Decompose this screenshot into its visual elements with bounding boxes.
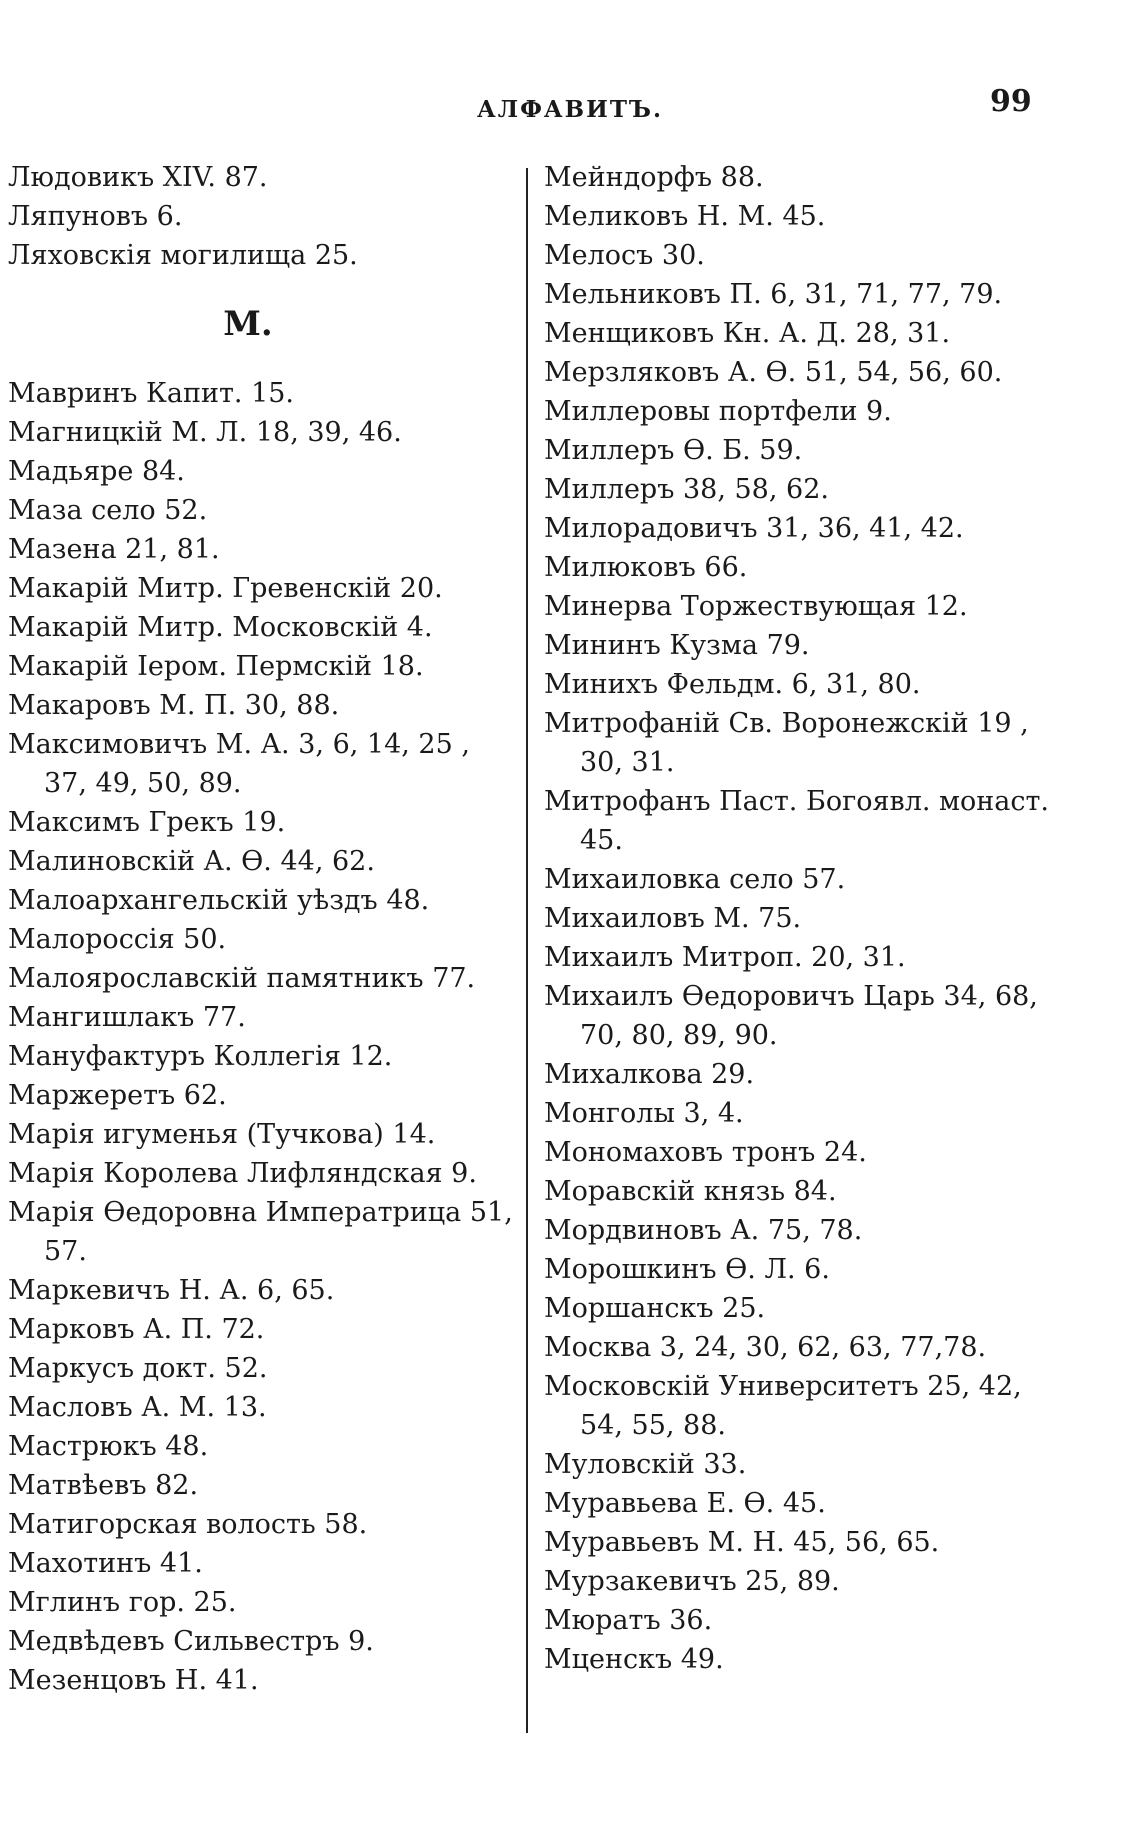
index-entry: Макарій Митр. Московскій 4.: [8, 612, 433, 643]
index-entry: Мценскъ 49.: [544, 1644, 724, 1675]
index-entry: Матвѣевъ 82.: [8, 1470, 199, 1501]
index-entry: Митрофанъ Паст. Богоявл. монаст.: [544, 786, 1050, 817]
index-entry: Меликовъ Н. М. 45.: [544, 201, 826, 232]
index-entry: Макарій Iером. Пермскій 18.: [8, 651, 424, 682]
index-entry: Миллеръ Ѳ. Б. 59.: [544, 435, 803, 466]
index-entry: Мазена 21, 81.: [8, 534, 220, 565]
index-entry-continuation: 70, 80, 89, 90.: [580, 1020, 778, 1051]
index-entry: Малороссія 50.: [8, 924, 227, 955]
index-entry: Людовикъ XIV. 87.: [8, 162, 268, 193]
index-entry: Максимъ Грекъ 19.: [8, 807, 286, 838]
index-entry: Марія игуменья (Тучкова) 14.: [8, 1119, 436, 1150]
index-entry: Мглинъ гор. 25.: [8, 1587, 237, 1618]
page-number: 99: [990, 84, 1032, 119]
index-entry: Маркевичъ Н. А. 6, 65.: [8, 1275, 335, 1306]
index-entry: Михаилъ Ѳедоровичъ Царь 34, 68,: [544, 981, 1038, 1012]
index-entry: Мономаховъ тронъ 24.: [544, 1137, 867, 1168]
index-entry: Мастрюкъ 48.: [8, 1431, 209, 1462]
index-column-left: [8, 158, 528, 1700]
index-entry-continuation: 37, 49, 50, 89.: [44, 768, 242, 799]
index-entry: Муравьевъ М. Н. 45, 56, 65.: [544, 1527, 940, 1558]
index-entry: Мордвиновъ А. 75, 78.: [544, 1215, 863, 1246]
index-entry: Михаиловъ М. 75.: [544, 903, 802, 934]
index-entry: Миллеровы портфели 9.: [544, 396, 892, 427]
index-entry: Макаровъ М. П. 30, 88.: [8, 690, 340, 721]
index-entry: Моравскій князь 84.: [544, 1176, 837, 1207]
index-entry: Миллеръ 38, 58, 62.: [544, 474, 829, 505]
index-entry: Махотинъ 41.: [8, 1548, 203, 1579]
index-entry-continuation: 30, 31.: [580, 747, 675, 778]
index-entry: Мавринъ Капит. 15.: [8, 378, 295, 409]
index-entry: Моршанскъ 25.: [544, 1293, 766, 1324]
letter-heading: М.: [223, 304, 273, 344]
index-entry-continuation: 54, 55, 88.: [580, 1410, 726, 1441]
index-entry-continuation: 57.: [44, 1236, 87, 1267]
index-entry: Маржеретъ 62.: [8, 1080, 227, 1111]
index-entry: Милюковъ 66.: [544, 552, 748, 583]
index-entry: Матигорская волость 58.: [8, 1509, 368, 1540]
index-entry: Муравьева Е. Ѳ. 45.: [544, 1488, 826, 1519]
index-entry: Митрофаній Св. Воронежскій 19 ,: [544, 708, 1029, 739]
index-entry: Муловскій 33.: [544, 1449, 747, 1480]
index-entry: Ляпуновъ 6.: [8, 201, 183, 232]
index-entry: Максимовичъ М. А. 3, 6, 14, 25 ,: [8, 729, 470, 760]
index-entry: Маза село 52.: [8, 495, 208, 526]
index-entry: Малиновскій А. Ѳ. 44, 62.: [8, 846, 375, 877]
index-entry-continuation: 45.: [580, 825, 623, 856]
index-entry: Морошкинъ Ѳ. Л. 6.: [544, 1254, 830, 1285]
index-entry: Марія Королева Лифляндская 9.: [8, 1158, 477, 1189]
index-entry: Марковъ А. П. 72.: [8, 1314, 265, 1345]
index-entry: Малоархангельскій уѣздъ 48.: [8, 885, 430, 916]
index-entry: Мангишлакъ 77.: [8, 1002, 246, 1033]
index-entry: Марія Ѳедоровна Императрица 51,: [8, 1197, 513, 1228]
running-head: АЛФАВИТЪ.: [477, 96, 663, 123]
index-entry: Мейндорфъ 88.: [544, 162, 764, 193]
index-entry: Мельниковъ П. 6, 31, 71, 77, 79.: [544, 279, 1003, 310]
index-entry: Магницкій М. Л. 18, 39, 46.: [8, 417, 402, 448]
column-divider: [526, 168, 528, 1733]
index-entry: Масловъ А. М. 13.: [8, 1392, 267, 1423]
index-entry: Минерва Торжествующая 12.: [544, 591, 968, 622]
index-entry: Макарій Митр. Гревенскій 20.: [8, 573, 443, 604]
index-entry: Михаилъ Митроп. 20, 31.: [544, 942, 906, 973]
index-entry: Мезенцовъ Н. 41.: [8, 1665, 259, 1696]
index-entry: Милорадовичъ 31, 36, 41, 42.: [544, 513, 964, 544]
index-entry: Мелосъ 30.: [544, 240, 705, 271]
index-entry: Мадьяре 84.: [8, 456, 185, 487]
index-entry: Менщиковъ Кн. А. Д. 28, 31.: [544, 318, 951, 349]
index-entry: Малоярославскій памятникъ 77.: [8, 963, 476, 994]
index-entry: Мануфактуръ Коллегія 12.: [8, 1041, 393, 1072]
index-entry: Михалкова 29.: [544, 1059, 755, 1090]
index-entry: Михаиловка село 57.: [544, 864, 846, 895]
index-entry: Москва 3, 24, 30, 62, 63, 77,78.: [544, 1332, 987, 1363]
index-entry: Медвѣдевъ Сильвестръ 9.: [8, 1626, 374, 1657]
index-entry: Мурзакевичъ 25, 89.: [544, 1566, 840, 1597]
index-entry: Мининъ Кузма 79.: [544, 630, 810, 661]
index-entry: Монголы 3, 4.: [544, 1098, 744, 1129]
index-entry: Мерзляковъ А. Ѳ. 51, 54, 56, 60.: [544, 357, 1003, 388]
index-entry: Ляховскія могилища 25.: [8, 240, 358, 271]
index-entry: Мюратъ 36.: [544, 1605, 713, 1636]
index-entry: Минихъ Фельдм. 6, 31, 80.: [544, 669, 921, 700]
index-column-right: [544, 158, 1064, 1679]
index-entry: Маркусъ докт. 52.: [8, 1353, 268, 1384]
index-entry: Московскій Университетъ 25, 42,: [544, 1371, 1022, 1402]
